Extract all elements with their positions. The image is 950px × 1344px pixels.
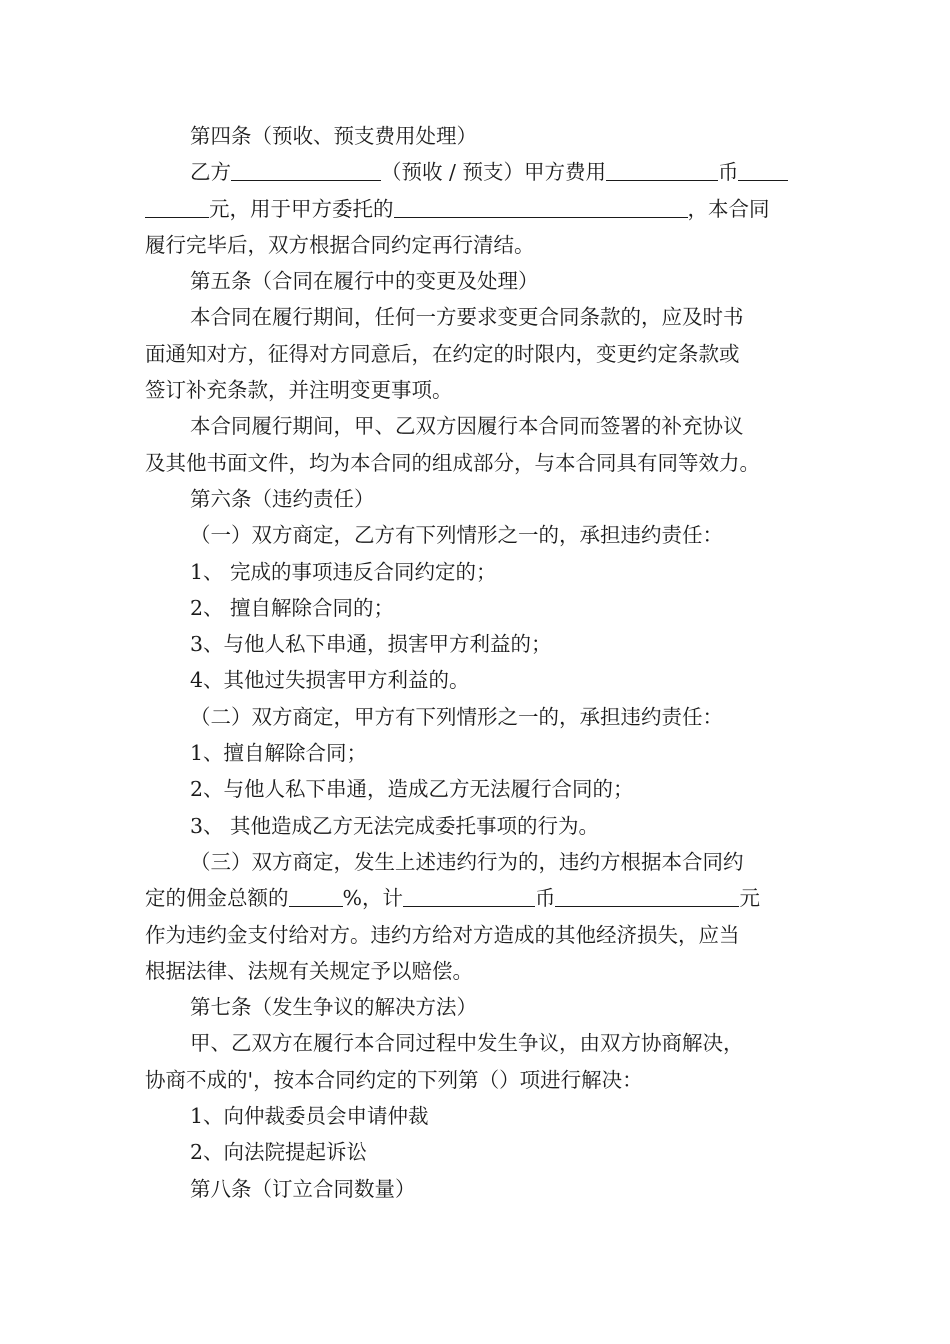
list-item: 3、 其他造成乙方无法完成委托事项的行为。	[190, 813, 600, 838]
list-item: 2、向法院提起诉讼	[190, 1140, 368, 1165]
article-6-section-1: （一）双方商定，乙方有下列情形之一的，承担违约责任：	[190, 523, 723, 548]
blank-field	[738, 159, 788, 181]
blank-field	[606, 159, 718, 181]
list-item: 2、与他人私下串通，造成乙方无法履行合同的；	[190, 777, 634, 802]
article-7-title: 第七条（发生争议的解决方法）	[190, 995, 477, 1020]
article-5-paragraph: 签订补充条款，并注明变更事项。	[145, 378, 453, 403]
blank-field	[145, 196, 209, 218]
article-5-paragraph: 面通知对方，征得对方同意后，在约定的时限内，变更约定条款或	[145, 341, 740, 366]
list-item: 1、擅自解除合同；	[190, 741, 368, 766]
blank-field	[403, 885, 535, 907]
list-item: 1、向仲裁委员会申请仲裁	[190, 1104, 429, 1129]
article-4-line-2: 元，用于甲方委托的 ，本合同	[145, 191, 811, 227]
article-5-paragraph: 本合同履行期间，甲、乙双方因履行本合同而签署的补充协议	[190, 414, 744, 439]
article-5-paragraph: 及其他书面文件，均为本合同的组成部分，与本合同具有同等效力。	[145, 450, 760, 475]
list-item: 2、 擅自解除合同的；	[190, 595, 395, 620]
article-5-title: 第五条（合同在履行中的变更及处理）	[190, 269, 539, 294]
article-7-paragraph: 甲、乙双方在履行本合同过程中发生争议，由双方协商解决，	[190, 1031, 744, 1056]
blank-field	[394, 196, 688, 218]
article-4-line-3: 履行完毕后，双方根据合同约定再行清结。	[145, 232, 535, 257]
article-8-title: 第八条（订立合同数量）	[190, 1176, 416, 1201]
article-6-section-3-line: 作为违约金支付给对方。违约方给对方造成的其他经济损失，应当	[145, 922, 740, 947]
article-6-section-3-line: 根据法律、法规有关规定予以赔偿。	[145, 958, 473, 983]
blank-field	[289, 885, 343, 907]
article-4-title: 第四条（预收、预支费用处理）	[190, 124, 477, 148]
list-item: 4、其他过失损害甲方利益的。	[190, 668, 470, 693]
article-4-line-1: 乙方 （预收 / 预支）甲方费用 币	[145, 154, 811, 190]
contract-body	[145, 118, 811, 1207]
article-6-section-3-line: 定的佣金总额的 %，计 币 元	[145, 886, 760, 911]
blank-field	[231, 159, 381, 181]
article-7-paragraph: 协商不成的'，按本合同约定的下列第（）项进行解决：	[145, 1067, 643, 1092]
article-6-title: 第六条（违约责任）	[190, 486, 375, 511]
article-6-section-2: （二）双方商定，甲方有下列情形之一的，承担违约责任：	[190, 704, 723, 729]
article-5-paragraph: 本合同在履行期间，任何一方要求变更合同条款的，应及时书	[190, 305, 744, 330]
list-item: 1、 完成的事项违反合同约定的；	[190, 559, 497, 584]
blank-field	[555, 885, 739, 907]
list-item: 3、与他人私下串通，损害甲方利益的；	[190, 632, 552, 657]
article-6-section-3: （三）双方商定，发生上述违约行为的，违约方根据本合同约	[190, 849, 744, 874]
